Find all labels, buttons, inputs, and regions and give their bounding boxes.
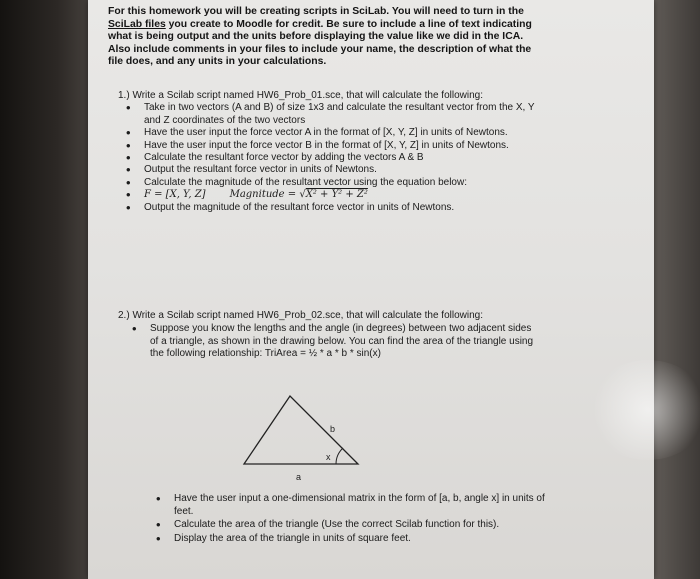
equation-magnitude: Magnitude = bbox=[229, 189, 300, 201]
list-item: • Output the resultant force vector in units of Newtons. bbox=[118, 164, 538, 176]
light-glare bbox=[588, 360, 700, 460]
list-item: • Suppose you know the lengths and the angle (in degrees) between two adjacent sides of a triangle, as shown in the drawing below. You can find the area of the triangle using the following relationship: TriArea = ½ * a * b * sin(x) bbox=[124, 323, 538, 360]
label-x: x bbox=[326, 452, 331, 462]
problem-2-heading: 2.) Write a Scilab script named HW6_Prob_02.sce, that will calculate the following: bbox=[118, 310, 483, 321]
equation-item bbox=[118, 189, 538, 201]
label-a: a bbox=[296, 472, 302, 482]
angle-arc bbox=[336, 448, 343, 464]
list-item: • Have the user input a one-dimensional matrix in the form of [a, b, angle x] in units of feet. bbox=[148, 493, 548, 518]
problem-2-tasks bbox=[148, 493, 548, 546]
background-left bbox=[0, 0, 95, 579]
list-item: • Calculate the area of the triangle (Use the correct Scilab function for this). bbox=[148, 519, 548, 532]
problem-2 bbox=[118, 310, 538, 361]
equation-vector: F = [X, Y, Z] bbox=[144, 189, 206, 201]
label-b: b bbox=[330, 424, 336, 434]
equation-radicand: X² + Y² + Z² bbox=[305, 189, 368, 201]
intro-paragraph bbox=[108, 6, 538, 69]
list-item: • Have the user input the force vector B in the format of [X, Y, Z] in units of Newtons. bbox=[118, 140, 538, 152]
triangle-shape bbox=[244, 396, 358, 464]
paper-sheet bbox=[88, 0, 654, 579]
list-item: • Take in two vectors (A and B) of size 1x3 and calculate the resultant vector from the X, Y and Z coordinates of the two vectors bbox=[118, 102, 538, 127]
list-item: • Have the user input the force vector A in the format of [X, Y, Z] in units of Newtons. bbox=[118, 127, 538, 139]
sqrt-symbol: √ bbox=[299, 189, 306, 201]
list-item: • Calculate the resultant force vector by adding the vectors A & B bbox=[118, 152, 538, 164]
list-item: • Calculate the magnitude of the resultant vector using the equation below: bbox=[118, 177, 538, 189]
problem-1 bbox=[118, 90, 538, 214]
triangle-diagram bbox=[238, 384, 378, 484]
problem-1-heading: 1.) Write a Scilab script named HW6_Prob_01.sce, that will calculate the following: bbox=[118, 90, 483, 101]
intro-text-1: For this homework you will be creating scripts in SciLab. You will need to turn in the bbox=[108, 6, 524, 17]
intro-text-2: you create to Moodle for credit. Be sure to include a line of text indicating what is being output and the units before displaying the value like we did in the ICA. Also include comments in your files to include your name, the description of what the file does, and any units in your calculations. bbox=[108, 18, 532, 68]
problem-2-list bbox=[124, 323, 538, 360]
problem-1-list bbox=[118, 102, 538, 214]
intro-underlined-text: SciLab files bbox=[108, 18, 166, 30]
list-item: • Display the area of the triangle in units of square feet. bbox=[148, 533, 548, 546]
problem-2-task-list bbox=[148, 493, 548, 545]
list-item: • Output the magnitude of the resultant force vector in units of Newtons. bbox=[118, 202, 538, 214]
